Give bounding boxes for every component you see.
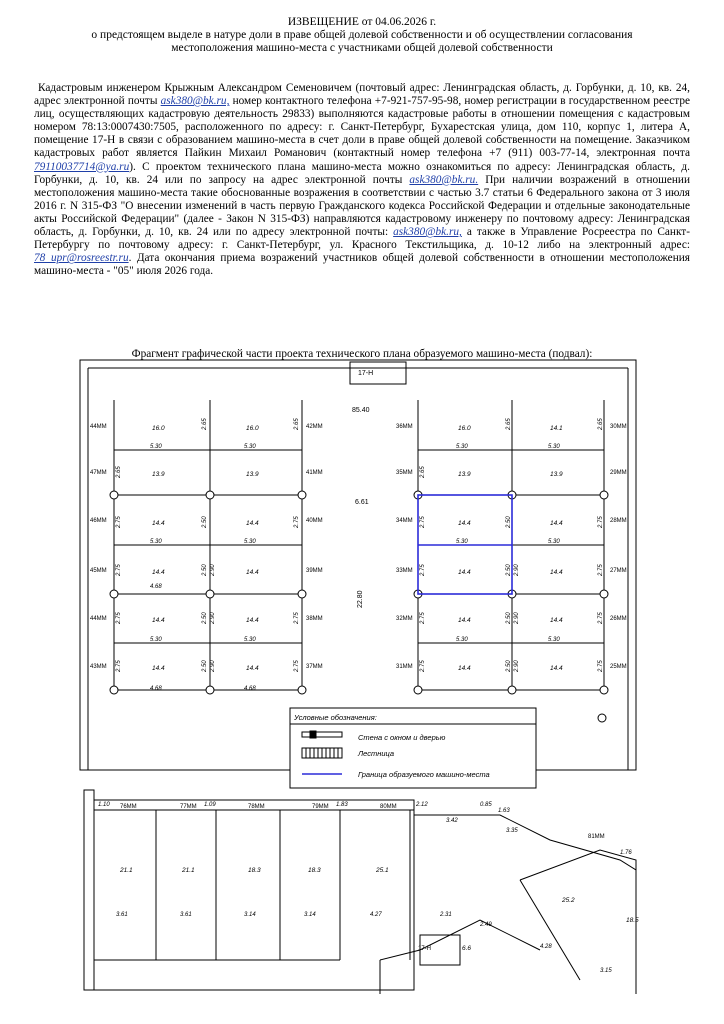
area-41: 13.9 [246,471,259,478]
dim-265-d: 2.65 [598,418,604,430]
dim-250-h: 2.50 [506,660,512,672]
area-79: 18.3 [308,867,321,874]
space-label-27: 27ММ [610,568,627,574]
space-label-30: 30ММ [610,424,627,430]
space-label-28: 28ММ [610,518,627,524]
space-label-31: 31ММ [396,664,413,670]
dim-427: 4.27 [370,912,382,918]
area-30: 14.1 [550,425,563,432]
aisle-width: 6.61 [355,499,369,506]
dim-290-e: 2.90 [210,660,216,672]
room-17h-label: 17-Н [358,370,374,377]
notice-body [34,82,690,278]
space-label-79: 79ММ [312,804,329,810]
dim-275-o: 2.75 [598,660,604,672]
dim-212: 2.12 [416,802,428,808]
space-label-34: 34ММ [396,518,413,524]
space-label-42: 42ММ [306,424,323,430]
dim-314-a: 3.14 [244,912,256,918]
text-part-1: Кадастровым инженером Крыжным Александром Семеновичем (почтовый адрес: Ленинградская область, д. Горбунки, д. 10, кв. 24, адрес электронной почты [34,82,690,108]
space-label-38: 38ММ [306,616,323,622]
area-39: 14.4 [246,569,259,576]
dim-314-b: 3.14 [304,912,316,918]
space-label-39: 39ММ [306,568,323,574]
space-label-43: 43ММ [90,664,107,670]
area-36: 16.0 [458,425,471,432]
area-29: 13.9 [550,471,563,478]
text-part-2: номер контактного телефона +7-921-757-95-98, номер регистрации в государственном реестре лиц, осуществляющих кадастровую деятельность 29833) выполняются кадастровые работы в отношении помещения с кадастровым номером 78:13:0007430:7505, расположенного по адресу: г. Санкт-Петербург, Бухарестская улица, дом 110, корпус 1, литера А, помещение 17-Н в связи с образованием машино-места в счет доли в праве общей долевой собственности на помещение. Заказчиком кадастровых работ является Пайкин Михаил Романович (контактный номер телефона +7 (911) 003-77-14, электронная почта [34,95,690,160]
wall-door-symbol [310,731,316,738]
dim-315: 3.15 [600,968,612,974]
dim-530-e: 5.30 [150,539,162,545]
dim-275-b: 2.75 [294,516,300,528]
legend-wall: Стена с окном и дверью [358,733,446,742]
dim-250-a: 2.50 [202,516,208,528]
dim-265-f: 2.65 [420,466,426,478]
area-46: 14.4 [152,520,165,527]
dim-275-f: 2.75 [420,564,426,576]
plan-caption: Фрагмент графической части проекта технического плана образуемого машино-места (подвал): [131,348,593,360]
dim-275-l: 2.75 [116,660,122,672]
dim-265-b: 2.65 [294,418,300,430]
dim-231: 2.31 [440,912,452,918]
dim-275-k: 2.75 [598,612,604,624]
aisle-length: 22.80 [357,590,364,608]
legend-title: Условные обозначения: [294,713,377,722]
dim-275-h: 2.75 [116,612,122,624]
area-40: 14.4 [246,520,259,527]
space-label-26: 26ММ [610,616,627,622]
dim-290-c: 2.90 [210,612,216,624]
notice-paragraph [34,82,690,278]
dim-250-d: 2.50 [506,564,512,576]
legend-stairs: Лестница [358,749,395,758]
dim-183: 1.83 [336,802,348,808]
area-38: 14.4 [246,617,259,624]
dim-275-i: 2.75 [294,612,300,624]
text-part-6: . Дата окончания приема возражений участников общей долевой собственности в отношении местоположения машино-места - "05" июля 2026 года. [34,252,690,278]
dim-275-j: 2.75 [420,612,426,624]
top-level-mark: 85.40 [352,407,370,414]
space-label-40: 40ММ [306,518,323,524]
space-label-29: 29ММ [610,470,627,476]
dim-290-f: 2.90 [514,660,520,672]
area-31: 14.4 [458,665,471,672]
space-label-80: 80ММ [380,804,397,810]
space-label-36: 36ММ [396,424,413,430]
area-82: 18.5 [626,917,639,924]
area-42: 16.0 [246,425,259,432]
space-label-47: 47ММ [90,470,107,476]
dim-361-b: 3.61 [180,912,192,918]
area-80: 25.1 [376,867,389,874]
bottom-room-area: 6.6 [462,945,472,952]
dim-290-a: 2.90 [210,564,216,576]
dim-290-b: 2.90 [514,564,520,576]
email-link-rosreestr[interactable]: 78_upr@rosreestr.ru [34,252,129,265]
area-32: 14.4 [458,617,471,624]
dim-250-g: 2.50 [202,660,208,672]
space-label-81: 81ММ [588,834,605,840]
dim-468-c: 4.68 [244,686,256,692]
dim-085: 0.85 [480,802,492,808]
dim-530-b: 5.30 [244,444,256,450]
dim-110: 1.10 [98,802,110,808]
dim-275-d: 2.75 [598,516,604,528]
area-35: 13.9 [458,471,471,478]
dim-265-a: 2.65 [202,418,208,430]
dim-530-c: 5.30 [456,444,468,450]
floor-plan-drawing [80,360,639,999]
dim-530-i: 5.30 [150,637,162,643]
area-44: 16.0 [152,425,165,432]
notice-subtitle-2: местоположения машино-места с участниками общей долевой собственности [171,42,553,54]
area-values [152,425,563,672]
dim-250-f: 2.50 [506,612,512,624]
dim-275-g: 2.75 [598,564,604,576]
email-link-customer[interactable]: 79110037714@ya.ru [34,160,130,173]
dim-275-m: 2.75 [294,660,300,672]
space-label-44: 44ММ [90,424,107,430]
email-link-engineer[interactable]: ask380@bk.ru, [160,95,230,108]
space-label-44b: 44ММ [90,616,107,622]
dim-530-k: 5.30 [456,637,468,643]
space-label-78: 78ММ [248,804,265,810]
dim-428: 4.28 [540,944,552,950]
space-label-33: 33ММ [396,568,413,574]
dim-250-e: 2.50 [202,612,208,624]
plan-legend [290,708,536,788]
dim-275-c: 2.75 [420,516,426,528]
area-77: 21.1 [182,867,195,874]
legend-boundary: Граница образуемого машино-места [358,770,490,779]
area-37: 14.4 [246,665,259,672]
area-34: 14.4 [458,520,471,527]
email-link-engineer-2[interactable]: ask380@bk.ru. [409,173,479,186]
area-25: 14.4 [550,665,563,672]
dim-275-n: 2.75 [420,660,426,672]
notice-header [0,16,724,55]
area-76: 21.1 [120,867,133,874]
area-27: 14.4 [550,569,563,576]
notice-subtitle-1: о предстоящем выделе в натуре доли в праве общей долевой собственности и об осуществлении согласования [91,29,633,41]
area-81: 25.2 [562,897,575,904]
area-45: 14.4 [152,569,165,576]
dim-342: 3.42 [446,818,458,824]
dim-163: 1.63 [498,808,510,814]
area-26: 14.4 [550,617,563,624]
dim-530-d: 5.30 [548,444,560,450]
dim-530-a: 5.30 [150,444,162,450]
area-47: 13.9 [152,471,165,478]
dim-468-b: 4.68 [150,686,162,692]
text-part-5: а также в Управление Росреестра по Санкт-Петербургу по почтовому адресу: г. Санкт-Петербург, ул. Красного Текстильщика, д. 10-12 либо на электронный адрес: [34,226,690,252]
notice-title: ИЗВЕЩЕНИЕ от 04.06.2026 г. [287,16,437,28]
dim-249: 2.49 [480,922,492,928]
dim-176: 1.76 [620,850,632,856]
dim-275-a: 2.75 [116,516,122,528]
dim-468-a: 4.68 [150,584,162,590]
dim-265-e: 2.65 [116,466,122,478]
dim-530-h: 5.30 [548,539,560,545]
space-label-46: 46ММ [90,518,107,524]
text-part-3: ). С проектом технического плана машино-места можно ознакомиться по адресу: Ленинградская область, д. Горбунки, д. 10, кв. 24 или по запросу на адрес электронной почты [34,160,690,186]
bottom-room-17h: 17-Н [418,946,432,952]
space-label-25: 25ММ [610,664,627,670]
dim-250-c: 2.50 [202,564,208,576]
space-labels [90,424,627,670]
space-label-41: 41ММ [306,470,323,476]
space-label-76: 76ММ [120,804,137,810]
dim-290-d: 2.90 [514,612,520,624]
left-block [114,400,302,690]
lower-dims [98,802,632,974]
lower-space-labels [120,804,605,840]
floor-plan-svg [80,360,639,994]
wall-symbol [302,732,342,737]
text-part-4: При наличии возражений в отношении местоположения машино-места такие обоснованные возражения в соответствии с частью 3.7 статьи 6 Федерального закона от 3 июля 2016 г. N 315-ФЗ "О внесении изменений в часть первую Гражданского кодекса Российской Федерации и отдельные законодательные акты Российской Федерации" (далее - Закон N 315-ФЗ) направляются кадастровому инженеру по почтовому адресу: Ленинградская область, д. Горбунки, д. 10, кв. 24 или по адресу электронной почты: [34,173,690,239]
dim-530-j: 5.30 [244,637,256,643]
dim-530-f: 5.30 [244,539,256,545]
area-33: 14.4 [458,569,471,576]
dim-250-b: 2.50 [506,516,512,528]
dim-109: 1.09 [204,802,216,808]
area-78: 18.3 [248,867,261,874]
email-link-engineer-3[interactable]: ask380@bk.ru, [393,226,462,239]
area-44b: 14.4 [152,617,165,624]
space-label-77: 77ММ [180,804,197,810]
dim-275-e: 2.75 [116,564,122,576]
lower-plan [84,790,636,994]
dim-530-l: 5.30 [548,637,560,643]
space-label-45: 45ММ [90,568,107,574]
area-43: 14.4 [152,665,165,672]
dim-265-c: 2.65 [506,418,512,430]
space-label-37: 37ММ [306,664,323,670]
area-28: 14.4 [550,520,563,527]
dim-335: 3.35 [506,828,518,834]
dim-530-g: 5.30 [456,539,468,545]
space-label-32: 32ММ [396,616,413,622]
dim-361-a: 3.61 [116,912,128,918]
space-label-35: 35ММ [396,470,413,476]
